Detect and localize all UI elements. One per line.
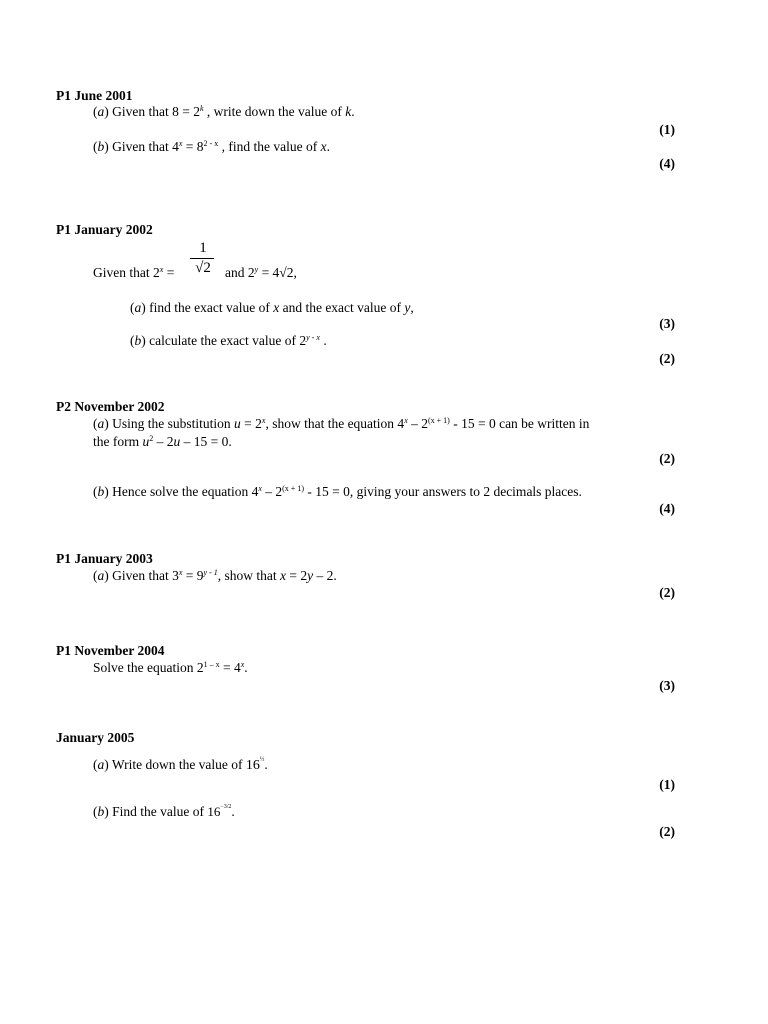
q2-given-left: Given that $2^x$ = xyxy=(93,265,175,280)
q2-a-marks: (3) xyxy=(659,316,675,331)
q5-question: Solve the equation $2^{1 - x} = 4^x$. xyxy=(93,660,248,675)
q6-b-marks: (2) xyxy=(659,824,675,839)
q6-part-a: (a) Write down the value of $16^{\frac{1}{2}}$. xyxy=(93,757,268,773)
q2-given-right: and $2^y = 4√2$, xyxy=(225,265,297,280)
question-heading-p1-january-2002: P1 January 2002 xyxy=(56,222,153,237)
q2-part-a: (a) find the exact value of x and the exact value of y, xyxy=(130,300,414,315)
q1-b-marks: (4) xyxy=(659,156,675,171)
q3-b-marks: (4) xyxy=(659,501,675,516)
q3-a-marks: (2) xyxy=(659,451,675,466)
q1-a-marks: (1) xyxy=(659,122,675,137)
question-heading-p1-january-2003: P1 January 2003 xyxy=(56,551,153,566)
question-heading-january-2005: January 2005 xyxy=(56,730,135,745)
q3-part-a-line2: the form $u^2 - 2u - 15 = 0$. xyxy=(93,434,232,449)
q3-part-b: (b) Hence solve the equation $4^x - 2^{(x + 1)} - 15 = 0$, giving your answers to 2 decimals places. xyxy=(93,484,582,499)
q1-part-b: (b) Given that $4^x = 8^{2 - x}$ , find the value of x. xyxy=(93,139,330,154)
q6-part-b: (b) Find the value of $16^{-3/2}$. xyxy=(93,804,235,819)
q6-a-marks: (1) xyxy=(659,777,675,792)
question-heading-p2-november-2002: P2 November 2002 xyxy=(56,399,165,414)
fraction-numerator: 1 xyxy=(199,240,207,256)
q4-a-marks: (2) xyxy=(659,585,675,600)
q3-part-a-line1: (a) Using the substitution $u = 2^x$, show that the equation $4^x - 2^{(x + 1)} - 15 = 0$ can be written in xyxy=(93,416,590,431)
q2-part-b: (b) calculate the exact value of 2$^{y - x}$ . xyxy=(130,333,327,348)
fraction-denominator: √2 xyxy=(195,260,211,276)
question-heading-p1-november-2004: P1 November 2004 xyxy=(56,643,165,658)
q4-part-a: (a) Given that $3^x = 9^{y - 1}$, show that x = 2y – 2. xyxy=(93,568,337,583)
question-heading-p1-june-2001: P1 June 2001 xyxy=(56,88,133,103)
q1-part-a: (a) Given that $8 = 2^k$ , write down the value of k. xyxy=(93,104,355,119)
q2-b-marks: (2) xyxy=(659,351,675,366)
q5-marks: (3) xyxy=(659,678,675,693)
